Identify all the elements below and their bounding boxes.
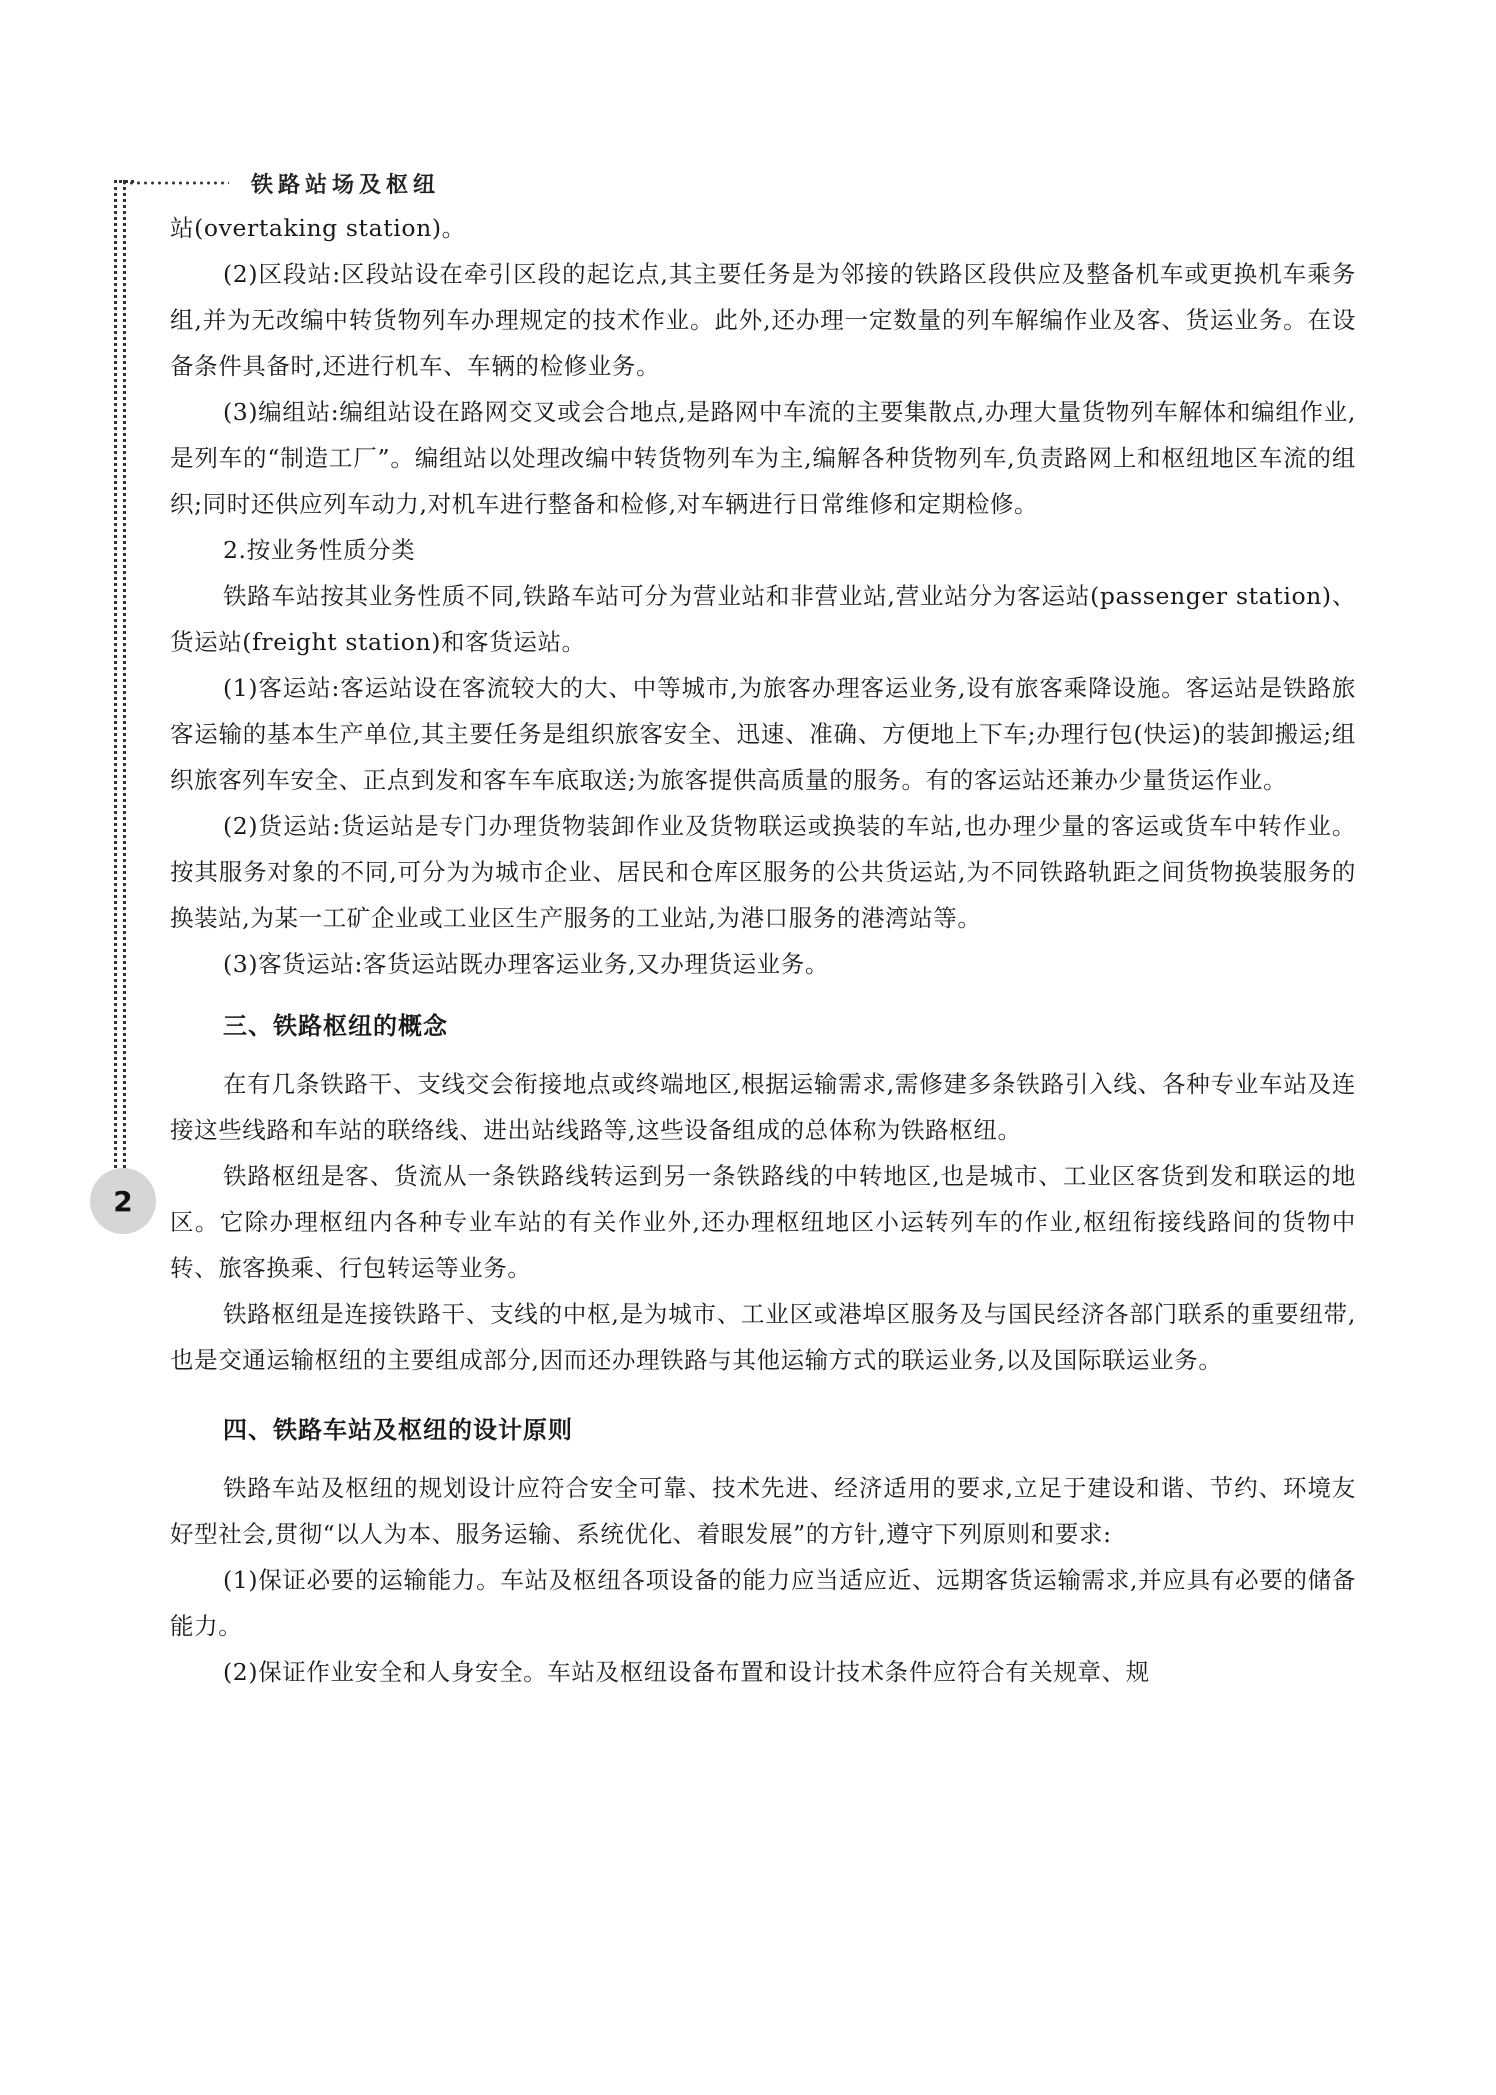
paragraph: (2)货运站:货运站是专门办理货物装卸作业及货物联运或换装的车站,也办理少量的客运或货车中转作业。按其服务对象的不同,可分为为城市企业、居民和仓库区服务的公共货运站,为不同铁路轨距之间货物换装服务的换装站,为某一工矿企业或工业区生产服务的工业站,为港口服务的港湾站等。 (170, 812, 1356, 932)
chain-border-decoration (114, 180, 126, 1180)
page-number-badge: 2 (90, 1168, 156, 1234)
paragraph: (2)保证作业安全和人身安全。车站及枢纽设备布置和设计技术条件应符合有关规章、规 (223, 1658, 1150, 1686)
paragraph: 铁路枢纽是客、货流从一条铁路线转运到另一条铁路线的中转地区,也是城市、工业区客货到发和联运的地区。它除办理枢纽内各种专业车站的有关作业外,还办理枢纽地区小运转列车的作业,枢纽衔接线路间的货物中转、旅客换乘、行包转运等业务。 (170, 1162, 1356, 1282)
page-body (170, 205, 1356, 1695)
running-header (121, 168, 440, 198)
paragraph: 铁路车站按其业务性质不同,铁路车站可分为营业站和非营业站,营业站分为客运站(passenger station)、货运站(freight station)和客货运站。 (170, 582, 1356, 656)
paragraph: 站(overtaking station)。 (170, 214, 466, 242)
paragraph: (2)区段站:区段站设在牵引区段的起讫点,其主要任务是为邻接的铁路区段供应及整备机车或更换机车乘务组,并为无改编中转货物列车办理规定的技术作业。此外,还办理一定数量的列车解编作业及客、货运业务。在设备条件具备时,还进行机车、车辆的检修业务。 (170, 260, 1356, 380)
paragraph: 铁路车站及枢纽的规划设计应符合安全可靠、技术先进、经济适用的要求,立足于建设和谐、节约、环境友好型社会,贯彻“以人为本、服务运输、系统优化、着眼发展”的方针,遵守下列原则和要求: (170, 1474, 1356, 1548)
section-heading-3: 三、铁路枢纽的概念 (223, 1012, 448, 1040)
paragraph: 在有几条铁路干、支线交会衔接地点或终端地区,根据运输需求,需修建多条铁路引入线、各种专业车站及连接这些线路和车站的联络线、进出站线路等,这些设备组成的总体称为铁路枢纽。 (170, 1070, 1356, 1144)
paragraph: (1)保证必要的运输能力。车站及枢纽各项设备的能力应当适应近、远期客货运输需求,并应具有必要的储备能力。 (170, 1566, 1356, 1640)
paragraph: 铁路枢纽是连接铁路干、支线的中枢,是为城市、工业区或港埠区服务及与国民经济各部门联系的重要纽带,也是交通运输枢纽的主要组成部分,因而还办理铁路与其他运输方式的联运业务,以及国际联运业务。 (170, 1300, 1356, 1374)
dotted-ornament-icon (121, 180, 229, 186)
running-title: 铁路站场及枢纽 (251, 172, 441, 198)
paragraph: (3)编组站:编组站设在路网交叉或会合地点,是路网中车流的主要集散点,办理大量货物列车解体和编组作业,是列车的“制造工厂”。编组站以处理改编中转货物列车为主,编解各种货物列车,负责路网上和枢纽地区车流的组织;同时还供应列车动力,对机车进行整备和检修,对车辆进行日常维修和定期检修。 (170, 398, 1356, 518)
paragraph: (3)客货运站:客货运站既办理客运业务,又办理货运业务。 (223, 950, 829, 978)
section-heading-4: 四、铁路车站及枢纽的设计原则 (223, 1416, 573, 1444)
subsection-heading: 2.按业务性质分类 (223, 536, 416, 564)
paragraph: (1)客运站:客运站设在客流较大的大、中等城市,为旅客办理客运业务,设有旅客乘降设施。客运站是铁路旅客运输的基本生产单位,其主要任务是组织旅客安全、迅速、准确、方便地上下车;办理行包(快运)的装卸搬运;组织旅客列车安全、正点到发和客车车底取送;为旅客提供高质量的服务。有的客运站还兼办少量货运作业。 (170, 674, 1356, 794)
